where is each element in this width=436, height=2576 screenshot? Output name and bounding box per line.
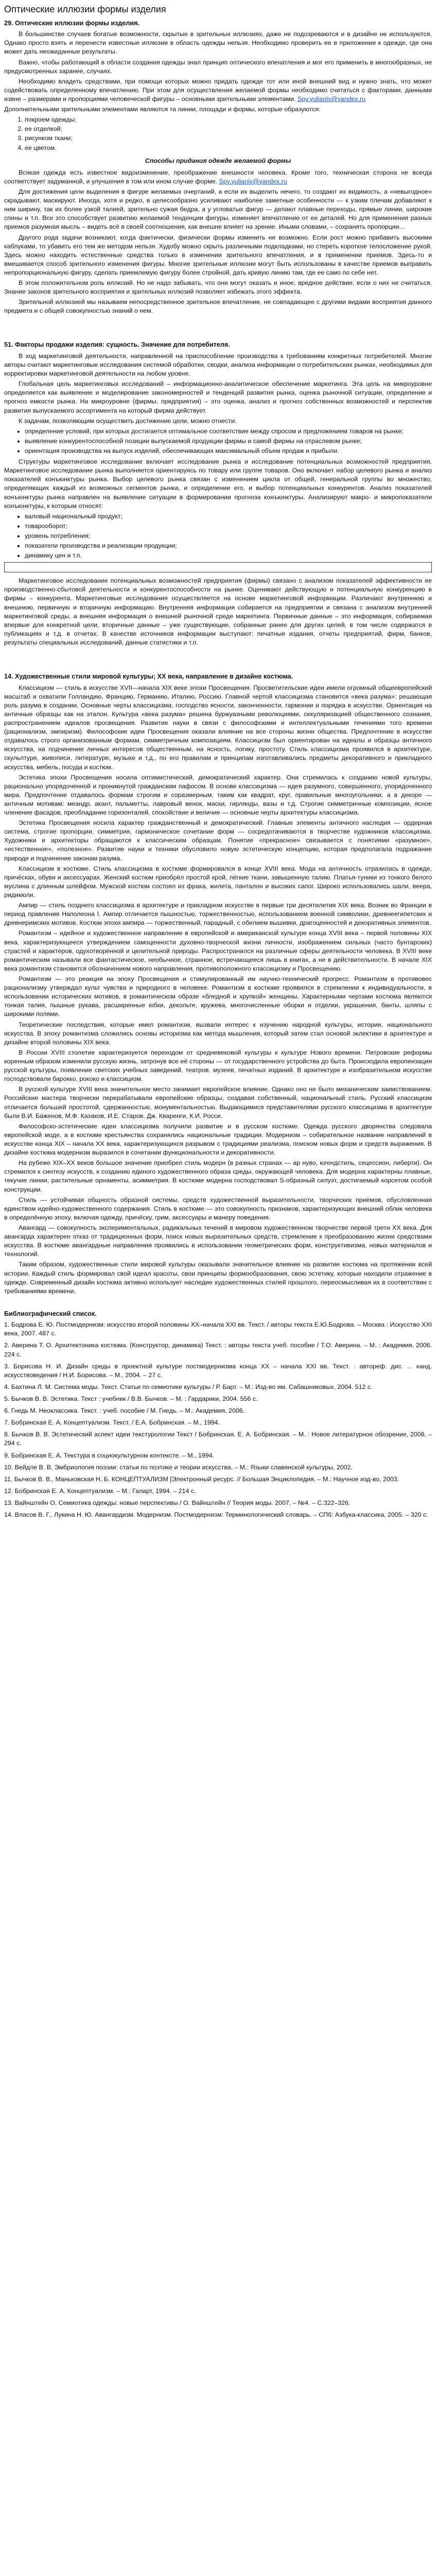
source-link[interactable]: Spy.yulianiv@yandex.ru bbox=[297, 95, 366, 103]
bibliography-item: 5. Бычков В. В. Эстетика. Текст : учебник / В.В. Бычков. – М. : Гардарики, 2004. 556 с. bbox=[4, 1395, 258, 1402]
paragraph: Классицизм — стиль в искусстве XVII—начала XIX веке эпохи Просвещения. Просветительские идеи имели огромный общеевропейский масштаб и охватили Голландию, Францию, Германию, Италию, Россию. Главной чертой классицизма становится «века разума»: решающая роль разума в создании. Основные черты классицизма: господство ясности, законченности, гармонии и порядка в искусстве. Ориентация на античные образцы как на эталон. Культура «века разума» решена буржуазными революциями, секуляризацией общественного сознания, распространением идеалов просвещения. Развитие науки в связи с философскими и интеллектуальными течениями того времени (рационализм, эмпиризм). Философские идеи Просвещения оказали влияние на все стороны жизни общества. Предпочтение в искусстве отдавалось строго организованным формам, симметричным композициям. Классицизм был ориентирован на идеалы и образцы античного искусства, на подчинение личных интересов общественным, на ясность, логику, простоту. Стиль классицизма проявился в архитектуре, скульптуре, живописи, литературе, музыке и т.д., по его правилам и принципам изготавливались предметы декоративного и прикладного искусства, мебель, посуда и костюм. bbox=[4, 684, 432, 771]
bibliography-item: 14. Власов В. Г., Лукина Н. Ю. Авангардизм. Модернизм. Постмодернизм: Терминологический словарь. – СПб: Азбука-классика, 2005. – 320 с. bbox=[4, 1511, 428, 1519]
list-item: • определение условий, при которых достигается оптимальное соответствие между спросом и предложением товаров на рынке; bbox=[25, 427, 432, 436]
paragraph: Эстетика Просвещения носила характер гражданственный и демократический. Главные элементы античного наследия — ордерная система, строгие пропорции, симметрия, гармоническое сочетание форм — сосредотачиваются в творчестве художников классицизма. Художники и архитекторы обращаются к классическим образцам. Понятие «прекрасное» связывается с понятиями «разумное», «естественное», «полезное». Развитие науки и техники обусловило новую эстетическую концепцию, которая предполагала подражание природе и подчинение законам разума. bbox=[4, 819, 432, 862]
list-item: • уровень потребления; bbox=[25, 532, 432, 540]
bibliography-item: 12. Бобринская Е. А. Концептуализм. – М.: Галарт, 1994. – 214 с. bbox=[4, 1487, 196, 1495]
paragraph: Философско-эстетические идеи классицизма получили развитие и в русском костюме. Одежда русского дворянства следовала европейской моде, а в костюме крестьянства сохранялись национальные традиции. Модернизм – собирательное название направлений в искусстве конца XIX – начала XX века, характеризующихся разрывом с традициями реализма, поиском новых форм и средств выражения. В дизайне костюма модернизм выразился в сочетании функциональности и декоративности. bbox=[4, 1122, 432, 1157]
bibliography-item: 13. Вайнштейн О. Семиотика одежды: новые перспективы / О. Вайнштейн // Теория моды. 2007. – №4. – С.322–326. bbox=[4, 1499, 351, 1506]
bibliography-heading: Библиографический список. bbox=[4, 1310, 97, 1317]
paragraph: В ход маркетинговой деятельности, направленной на приспособление производства к требованиям конкретных потребителей. Многие авторы считают маркетинговые исследования системой обработки, сводки, анализа информации о потребительских рынках, необходимых для корректировки маркетинговой деятельности на любом уровне. bbox=[4, 352, 432, 378]
paragraph: В России XVIII столетие характеризуется переходом от средневековой культуры к культуре Нового времени. Петровские реформы коренным образом изменили русскую жизнь, затронув все её стороны — от государственного устройства до быта. Происходила европеизация русской культуры, появление светских учебных заведений, театров, музеев, печатных изданий. В архитектуре и изобразительном искусстве господствовали барокко, рококо и классицизм. bbox=[4, 1048, 432, 1083]
paragraph: Ампир — стиль позднего классицизма в архитектуре и прикладном искусстве в первые три десятилетия XIX века. Возник во Франции в период правления Наполеона I. Ампир отличается пышностью, торжественностью, использованием военной символики, древнеегипетских и древнеримских мотивов. Костюм эпохи ампира — торжественный, парадный, с обилием вышивки, драгоценностей и декоративных элементов. bbox=[4, 902, 432, 927]
bibliography-item: 9. Бобринская Е. А. Текстура в социокультурном контексте. – М., 1994. bbox=[4, 1451, 214, 1459]
bibliography-item: 8. Бычков В. В. Эстетический аспект идеи текстурологии Текст / Бобринская. Е. А. Бобринская. – М. : Новое литературное обозрение, 2008. – 294 с. bbox=[4, 1431, 432, 1447]
list-item: • товарооборот; bbox=[25, 522, 432, 531]
bibliography-list bbox=[4, 1320, 432, 1519]
paragraph: Структуры маркетинговое исследование включает исследование рынка и исследование потенциальных возможностей предприятия. Маркетинговое исследование рынка выполняется ориентируясь по товару или группе товаров. Оно включает набор целевого рынка и анализ показателей конъюнктуры рынка. Выбор целевого рынка связан с изменением цикла от общей, генеральной группы во множество, определяющих каждый из возможных сегментов рынка, и определении его, и выбор потенциальных конкурентов. Анализ показателей конъюнктуры рынка направлен на выявление ситуации в формировании прогноза конъюнктуры. Анализируют макро- и микропоказатели конъюнктуры, к которым относят: bbox=[4, 458, 432, 510]
page-title: Оптические иллюзии формы изделия bbox=[4, 4, 166, 14]
paragraph: Таким образом, художественные стили мировой культуры оказывали значительное влияние на развитие костюма на протяжении всей истории. Каждый стиль формировал свой идеал красоты, свои принципы формообразования, свою эстетику, которые находили отражение в одежде. Современный дизайн костюма активно использует наследие художественных стилей прошлого, переосмысливая их в соответствии с требованиями времени. bbox=[4, 1261, 432, 1295]
paragraph: Авангард — совокупность экспериментальных, радикальных течений в мировом художественном творчестве первой трети XX века. Для авангарда характерен отказ от традиционных форм, поиск новых выразительных средств, стремление к преобразованию жизни средствами искусства. В костюме авангардные направления проявились в использовании геометрических форм, конструктивизма, новых материалов и технологий. bbox=[4, 1224, 432, 1258]
subsection-heading: Способы придания одежде желаемой формы bbox=[145, 157, 291, 164]
paragraph: Зрительной иллюзией мы называем непосредственное зрительное впечатление, не совпадающее с другими видами восприятия данного предмета и с общей совокупностью знаний о нем. bbox=[4, 298, 432, 315]
paragraph: Маркетинговое исследование потенциальных возможностей предприятия (фирмы) связано с анализом показателей эффективности ее производственно-сбытовой деятельности и конкурентоспособности на рынке. Оценивают действующую и потенциальную конкуренцию в фирмы – конкурента. Маркетинговые исследования осуществляется на основе маркетинговой информации. Различают внутреннюю и внешнюю, первичную и вторичную информацию. Внутренняя информация собирается на предприятии и связана с анализом внутренней маркетинговой среды, а внешняя информация о внешней рыночной среде маркетинга. Первичные данные – это информация, собираемая впервые для конкретной цели, вторичные данные – уже существующие, собранные ранее для других целей, в том числе содержатся в публикациях и т.д. в отчетах. В качестве источников информации выступают: печатные издания, отчеты предприятий, фирм, банков, результаты специальных исследований, данные статистики и т.п. bbox=[4, 577, 432, 647]
paragraph: Необходимо владеть средствами, при помощи которых можно придать одежде тот или иной внешний вид и нужно знать, что может содействовать определенному впечатлению. При этом для осуществления желаемой формы необходимо считаться с факторами, данными извне – размерами и пропорциями человеческой фигуры – основными зрительными элементами. Spy.yulianiv@yandex.ru bbox=[4, 77, 432, 103]
list-item: 4. ее цветом. bbox=[25, 144, 432, 152]
bibliography-item: 3. Борисова Н. И. Дизайн среды в проектной культуре постмодернизма конца XX – начала XXI вв. Текст. : автореф. дис. ... канд. искусствоведения / Н.И. Борисова. – М., 2004. – 27 с. bbox=[4, 1362, 432, 1379]
paragraph: К задачам, позволяющим осуществить достижение цели, можно отнести: bbox=[19, 417, 237, 425]
paragraph: На рубеже XIX–XX веков большое значение приобрел стиль модерн (в разных странах — ар нуво, югендстиль, сецессион, либерти). Он стремился к синтезу искусств, к созданию единого художественного образа среды, окружающей человека. Для модерна характерны плавные, текучие линии, растительные орнаменты, асимметрия. В костюме модерна господствовал S-образный силуэт, достигаемый корсетом особой конструкции. bbox=[4, 1159, 432, 1193]
section-51-heading: 51. Факторы продажи изделия: сущность. Значение для потребителя. bbox=[4, 341, 230, 349]
paragraph: В русской культуре XVIII века значительное место занимает европейское влияние. Однако оно не было механическим заимствованием. Российские мастера творчески перерабатывали европейские образцы, создавая собственный, национальный стиль. Русский классицизм отличается большей простотой, сдержанностью, монументальностью. Выдающимися представителями русского классицизма в архитектуре были В.И. Баженов, М.Ф. Казаков, И.Е. Старов, Дж. Кваренги, К.И. Росси. bbox=[4, 1086, 432, 1120]
empty-box bbox=[4, 562, 432, 572]
bibliography-item: 10. Вейдле В. В. Эмбриология поэзии: статьи по поэтике и теории искусства. – М.: Языки славянской культуры, 2002. bbox=[4, 1463, 353, 1471]
list-item: 1. покроем одежды; bbox=[25, 115, 432, 124]
paragraph: Классицизм в костюме. Стиль классицизма в костюме формировался в конце XVIII века. Мода на античность отразилась в одежде, причёсках, обуви и аксессуарах. Женский костюм приобрёл простой крой, лёгкие ткани, завышенную талию. Платья-туники из тонкого белого муслина с длинным шлейфом. Мужской костюм состоял из фрака, жилета, панталон и высоких сапог. Широко использовались шали, веера, ридикюли. bbox=[4, 865, 432, 899]
section-14-heading: 14. Художественные стили мировой культуры; XX века, направление в дизайне костюма. bbox=[4, 673, 293, 681]
paragraph: Для достижения цели выделения в фигуре желаемых очертаний, а если их выделить нечего, то создают их видимость, а «невыгодное» скрадывают, маскируют. Иногда, хотя и редко, в целесообразно усиливают наиболее заметные особенности — к узким плечам добавляют к ним ширину, так их более узкой талией, зрительно сужая бедра, а у угловатых фигур — делают плавные переходы, прямые линии, широкие спины и т.п. Все это способствует развитию желаемой тенденции фигуры, изменяет впечатление от ее деталей. Но для применения разных приемов разумная мысль – видеть всё в своей соотношения, как внешне влияет на зрение. Иными словами, – сохранять пропорции... bbox=[4, 188, 432, 231]
paragraph: Другого рода задачи возникают, когда фактически, физически формы изменить не возможно. Если рост можно прибавить высокими каблуками, то убавить его тем же методом нельзя. Худобу можно скрыть различными подкладками, но стереть короткое телосложение рукой. Здесь можно находить естественные средства только в изменении зрительного впечатления, и в применении приемов. Здесь-то и вмешивается способ зрительного изменения фигуры. Многие зрительные иллюзии могут быть использованы в качестве приемов выправить непропорциональную фигуру, сделать приемлемую фигуру более стройной, дать кривую линию там, где ее само по себе нет. bbox=[4, 233, 432, 276]
bibliography-item: 4. Бахтина Л. М. Система моды. Текст. Статьи по семиотике культуры / Р. Барт. – М.: Изд-во им. Сабашниковых, 2004. 512 с. bbox=[4, 1383, 373, 1391]
paragraph: В большинстве случаев богатые возможности, скрытые в зрительных иллюзиях, даже не подозреваются и в дизайне не используются. Однако просто взять и перенести известные иллюзии в область одежды нельзя. Необходимо проверить ее в приложении к одежде, где она может дать неожиданные результаты. bbox=[4, 30, 432, 56]
paragraph: Дополнительными зрительными элементами являются та линии, площади и формы, которые образуются: bbox=[4, 106, 321, 113]
source-link[interactable]: Spy.yulianiv@yandex.ru bbox=[219, 177, 287, 185]
paragraph: Теоретические последствия, которые имел романтизм, вызвали интерес к изучению народной культуры, истории, национального искусства. В эпоху романтизма сложились основы историзма как метода мышления, который затем стал основой эклектики в архитектуре и дизайне второй половины XIX века. bbox=[4, 1021, 432, 1046]
paragraph: Романтизм – идейное и художественное направление в европейской и американской культуре конца XVIII века – первой половины XIX века, характеризующееся утверждением самоценности духовно-творческой жизни личности, изображением сильных (часто бунтарских) страстей и характеров, одухотворённой и целительной природы. Распространился на различные сферы деятельности человека. В XVIII веке романтическим называли все фантастическое, необычное, странное, встречающееся лишь в книгах, а не в действительности. В начале XIX века романтизм становится обозначением нового направления, противоположного классицизму и Просвещению. bbox=[4, 929, 432, 972]
bibliography-item: 11. Бычков В. В., Маньковская Н. Б. КОНЦЕПТУАЛИЗМ [Электронный ресурс. // Большая Энциклопедия. – М.: Научное изд-во, 2003. bbox=[4, 1475, 399, 1483]
paragraph: В этом положительном роль иллюзий. Но не надо забывать, что они могут оказать и иное, вредное действие, если о них не считаться. Знание законов зрительного восприятия и зрительных иллюзий позволяет избежать этого эффекта. bbox=[4, 279, 432, 296]
bullet-list bbox=[4, 427, 432, 455]
list-item: • валовый национальный продукт; bbox=[25, 512, 432, 521]
paragraph: Глобальная цель маркетинговых исследований – информационно-аналитическое обеспечение маркетинга. Эта цель на микроуровне определяется как выявление и моделирование закономерностей и тенденций развития рынка, оценка рыночной ситуации, определение и прогноз емкости рынка. На микроуровне (фирмы, предприятия) – это оценка, анализ и прогноз собственных возможностей и перспектив развития выпускаемого ассортимента на который фирма действует. bbox=[4, 380, 432, 414]
list-item: • показатели производства и реализации продукции; bbox=[25, 541, 432, 550]
paragraph: Всякая одежда есть известное видоизменение, преображение внешности человека. Кроме того, техническая сторона не всегда соответствует задуманной, и улучшения в том или ином случае форме. Spy.yulianiv@yandex.ru bbox=[4, 168, 432, 185]
paragraph: Важно, чтобы работающий в области создания одежды знал принцип оптического впечатления и мог его применить в многообразных, не предусмотренных заранее, случаях. bbox=[4, 58, 432, 75]
paragraph: Эстетика эпохи Просвещения носила оптимистический, демократический характер. Она стремилась к созданию новой культуры, рационально упорядоченной и проникнутой гражданским пафосом. В основе классицизма — идея разумного, совершенного, упорядоченного мира. Предпочтение отдавалось формам строгим и соразмерным, таким как квадрат, круг, правильные многоугольники, а в декоре — античным мотивам: меандр, акант, пальметты, лавровый венок, маски, гирлянды, вазы и т.д. Строгие симметричные композиции, ясное членение фасадов, преобладание горизонталей, спокойствие и величие — основные черты архитектуры классицизма. bbox=[4, 773, 432, 817]
bibliography-item: 7. Бобринская Е. А. Концептуализм. Текст. / Е.А. Бобринская. – М., 1994. bbox=[4, 1419, 220, 1427]
bullet-list bbox=[4, 512, 432, 561]
list-item: • ориентация производства на выпуск изделий, обеспечивающих максимальный объем продаж и прибыли. bbox=[25, 447, 432, 455]
numbered-list bbox=[4, 115, 432, 152]
paragraph: Стиль — устойчивая общность образной системы, средств художественной выразительности, творческих приёмов, обусловленная единством идейно-художественного содержания. Стиль в костюме — это совокупность признаков, характеризующих внешний облик человека в определённую эпоху, включая одежду, причёску, грим, аксессуары и манеру поведения. bbox=[4, 1196, 432, 1221]
list-item: 3. рисунком ткани; bbox=[25, 134, 432, 143]
bibliography-item: 2. Аверина Т. О. Архитектоника костюма. (Конструктор, динамика) Текст. : авторы текста учеб. пособие / Т.О. Аверина. – М. : Академия, 2006. 224 с. bbox=[4, 1342, 432, 1358]
bibliography-item: 6. Гнедь М. Неоклассика. Текст. : учеб. пособие / М. Гнедь. – М.: Академия, 2006. bbox=[4, 1407, 245, 1415]
section-29-heading: 29. Оптические иллюзии формы изделия. bbox=[4, 19, 139, 27]
paragraph: Романтизм — это реакция на эпоху Просвещения и стимулированный им научно-технический прогресс. Романтизм в противовес рационализму утверждал культ чувства и природного в человеке. Романтизм в костюме проявился в стремлении к индивидуальности, в использовании исторических мотивов, в романтическом образе «бледной и хрупкой» женщины. Характерными чертами костюма являются тонкая талия, пышные рукава, расширенные юбки, декольте, кружева, многочисленные оборки и отделки, украшения, банты, шляпы с широкими полями. bbox=[4, 975, 432, 1018]
list-item: • выявление конкурентоспособной позиции выпускаемой продукции фирмы и самой фирмы на отраслевом рынке; bbox=[25, 437, 432, 446]
list-item: 2. ее отделкой; bbox=[25, 125, 432, 133]
bibliography-item: 1. Бодрова Е. Ю. Постмодернизм: искусство второй половины XX–начала XXI вв. Текст. / авторы текста Е.Ю.Бодрова. – Москва : Искусство XXI века, 2007. 487 с. bbox=[4, 1321, 432, 1337]
list-item: • динамику цен и т.п. bbox=[25, 551, 432, 560]
